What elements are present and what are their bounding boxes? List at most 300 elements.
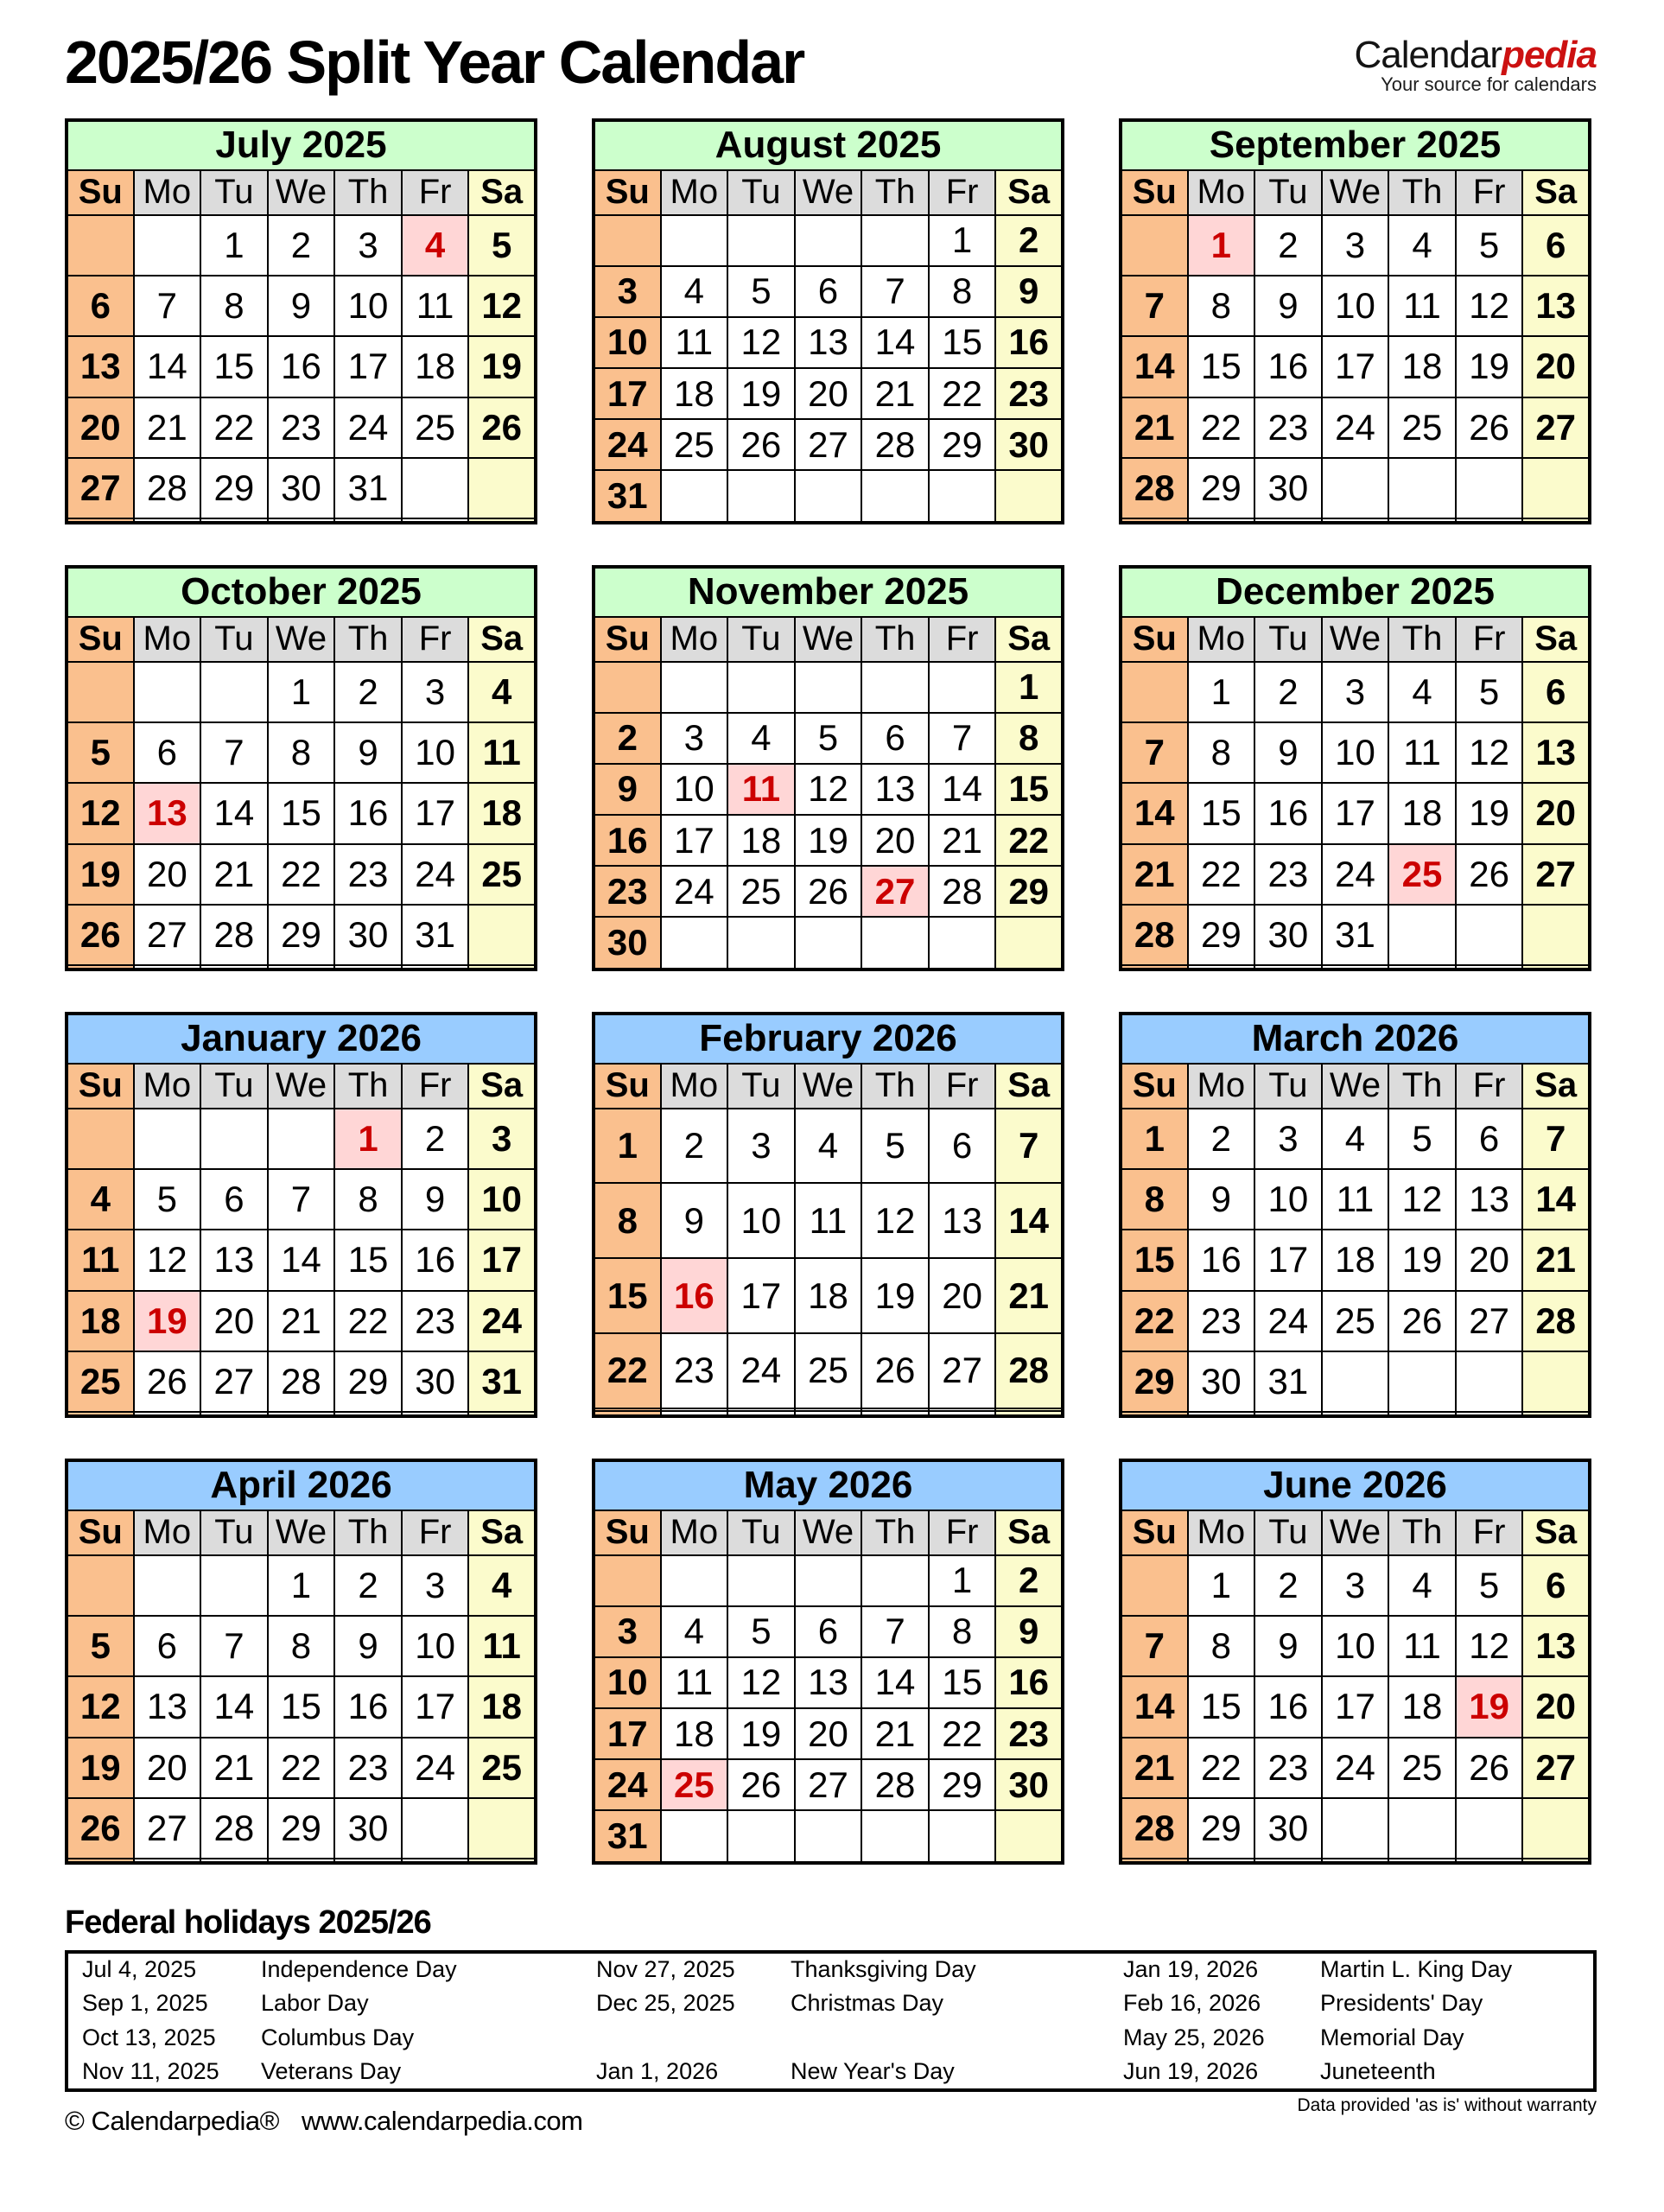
day-cell: 23 — [995, 1708, 1063, 1759]
empty-day-cell — [661, 215, 728, 266]
weekday-header-su: Su — [1121, 1510, 1188, 1555]
day-cell: 10 — [1254, 1169, 1322, 1230]
empty-day-cell — [1522, 1859, 1590, 1862]
empty-day-cell — [929, 470, 996, 522]
day-cell: 20 — [795, 368, 862, 419]
day-cell: 17 — [1322, 336, 1389, 397]
day-cell: 8 — [1188, 722, 1255, 783]
holiday-date: Dec 25, 2025 — [596, 1990, 735, 2017]
day-cell: 28 — [200, 1798, 268, 1859]
day-cell: 9 — [1188, 1169, 1255, 1230]
empty-day-cell — [594, 1411, 661, 1415]
day-cell: 20 — [67, 397, 134, 458]
day-cell: 21 — [861, 1708, 929, 1759]
calendarpedia-logo — [1355, 35, 1597, 96]
month-october-2025 — [65, 565, 537, 971]
day-cell: 1 — [334, 1109, 402, 1169]
empty-day-cell — [1388, 905, 1456, 965]
weekday-header-sa: Sa — [468, 1064, 536, 1109]
weekday-header-sa: Sa — [995, 1064, 1063, 1109]
day-cell: 9 — [661, 1183, 728, 1258]
weekday-header-sa: Sa — [1522, 1510, 1590, 1555]
day-cell: 13 — [929, 1183, 996, 1258]
holiday-name: Presidents' Day — [1320, 1990, 1483, 2017]
empty-day-cell — [1254, 1412, 1322, 1415]
day-cell: 21 — [200, 1738, 268, 1798]
day-cell: 10 — [1322, 276, 1389, 336]
empty-day-cell — [67, 1555, 134, 1616]
empty-day-cell — [594, 1555, 661, 1606]
holiday-row — [67, 2056, 1595, 2090]
empty-day-cell — [727, 662, 795, 713]
footer — [65, 2095, 1597, 2137]
day-cell: 16 — [1254, 336, 1322, 397]
empty-day-cell — [402, 458, 469, 518]
day-cell: 7 — [134, 276, 201, 336]
month-march-2026 — [1119, 1012, 1591, 1418]
footer-copyright-line — [65, 2106, 582, 2137]
day-cell: 6 — [861, 713, 929, 764]
day-cell: 23 — [268, 397, 335, 458]
day-cell: 26 — [468, 397, 536, 458]
day-cell: 4 — [67, 1169, 134, 1230]
weekday-header-su: Su — [67, 617, 134, 662]
day-cell: 23 — [334, 844, 402, 905]
empty-day-cell — [134, 518, 201, 522]
weekday-header-tu: Tu — [727, 1510, 795, 1555]
day-cell: 7 — [1121, 276, 1188, 336]
empty-day-cell — [861, 662, 929, 713]
weekday-header-we: We — [1322, 617, 1389, 662]
holiday-date: Nov 11, 2025 — [82, 2058, 219, 2085]
day-cell: 29 — [268, 1798, 335, 1859]
day-cell: 4 — [795, 1109, 862, 1184]
empty-day-cell — [995, 470, 1063, 522]
weekday-header-mo: Mo — [1188, 170, 1255, 215]
weekday-header-mo: Mo — [661, 1064, 728, 1109]
day-cell: 31 — [594, 470, 661, 522]
empty-day-cell — [1188, 1412, 1255, 1415]
empty-day-cell — [1522, 1412, 1590, 1415]
empty-day-cell — [334, 1859, 402, 1862]
day-cell: 12 — [861, 1183, 929, 1258]
empty-day-cell — [1456, 1859, 1523, 1862]
day-cell: 10 — [334, 276, 402, 336]
empty-day-cell — [1388, 1798, 1456, 1859]
weekday-header-th: Th — [1388, 170, 1456, 215]
day-cell: 24 — [402, 1738, 469, 1798]
empty-day-cell — [1456, 1798, 1523, 1859]
day-cell: 26 — [727, 419, 795, 470]
day-cell: 20 — [134, 844, 201, 905]
weekday-header-sa: Sa — [1522, 1064, 1590, 1109]
weekday-header-we: We — [795, 170, 862, 215]
day-cell: 27 — [200, 1351, 268, 1412]
day-cell: 25 — [661, 419, 728, 470]
day-cell: 12 — [1456, 1616, 1523, 1676]
empty-day-cell — [661, 470, 728, 522]
day-cell: 16 — [334, 783, 402, 843]
weekday-header-tu: Tu — [1254, 170, 1322, 215]
holiday-name: Independence Day — [261, 1956, 457, 1983]
day-cell: 10 — [727, 1183, 795, 1258]
day-cell: 28 — [1121, 1798, 1188, 1859]
day-cell: 30 — [268, 458, 335, 518]
day-cell: 7 — [929, 713, 996, 764]
day-cell: 3 — [1254, 1109, 1322, 1169]
day-cell: 8 — [1188, 1616, 1255, 1676]
day-cell: 30 — [594, 917, 661, 969]
month-title-may-2026: May 2026 — [594, 1460, 1063, 1510]
day-cell: 29 — [334, 1351, 402, 1412]
day-cell: 6 — [795, 1606, 862, 1657]
day-cell: 8 — [929, 266, 996, 317]
weekday-header-we: We — [1322, 170, 1389, 215]
weekday-header-fr: Fr — [929, 1064, 996, 1109]
day-cell: 24 — [594, 1759, 661, 1810]
day-cell: 3 — [402, 662, 469, 722]
day-cell: 22 — [594, 1333, 661, 1408]
month-title-october-2025: October 2025 — [67, 567, 536, 617]
holiday-date: Oct 13, 2025 — [82, 2024, 216, 2051]
day-cell: 13 — [795, 1657, 862, 1708]
month-april-2026 — [65, 1459, 537, 1865]
empty-day-cell — [468, 965, 536, 969]
day-cell: 5 — [67, 722, 134, 783]
day-cell: 22 — [929, 1708, 996, 1759]
empty-day-cell — [661, 1411, 728, 1415]
holiday-name: Martin L. King Day — [1320, 1956, 1513, 1983]
day-cell: 17 — [468, 1230, 536, 1290]
empty-day-cell — [929, 917, 996, 969]
day-cell: 23 — [594, 866, 661, 917]
day-cell: 2 — [1254, 215, 1322, 276]
weekday-header-we: We — [795, 1064, 862, 1109]
page-title: 2025/26 Split Year Calendar — [65, 29, 804, 96]
federal-holidays-section — [65, 1904, 1597, 2092]
weekday-header-fr: Fr — [929, 617, 996, 662]
day-cell: 20 — [861, 815, 929, 866]
day-cell: 6 — [134, 722, 201, 783]
empty-day-cell — [1322, 458, 1389, 518]
day-cell: 11 — [1388, 1616, 1456, 1676]
weekday-header-mo: Mo — [1188, 617, 1255, 662]
holiday-date: Jan 1, 2026 — [596, 2058, 719, 2085]
day-cell: 13 — [861, 764, 929, 815]
day-cell: 24 — [594, 419, 661, 470]
weekday-header-tu: Tu — [200, 617, 268, 662]
day-cell: 24 — [402, 844, 469, 905]
empty-day-cell — [468, 458, 536, 518]
empty-day-cell — [1322, 518, 1389, 522]
weekday-header-tu: Tu — [1254, 1064, 1322, 1109]
weekday-header-su: Su — [594, 1064, 661, 1109]
month-title-january-2026: January 2026 — [67, 1014, 536, 1064]
day-cell: 5 — [727, 266, 795, 317]
empty-day-cell — [268, 1109, 335, 1169]
month-title-november-2025: November 2025 — [594, 567, 1063, 617]
weekday-header-th: Th — [334, 1064, 402, 1109]
day-cell: 8 — [268, 1616, 335, 1676]
empty-day-cell — [1456, 965, 1523, 969]
day-cell: 15 — [929, 1657, 996, 1708]
weekday-header-we: We — [795, 617, 862, 662]
day-cell: 5 — [468, 215, 536, 276]
holiday-name: Memorial Day — [1320, 2024, 1464, 2051]
weekday-header-we: We — [268, 617, 335, 662]
empty-day-cell — [200, 1859, 268, 1862]
empty-day-cell — [995, 1411, 1063, 1415]
day-cell: 25 — [1388, 844, 1456, 905]
weekday-header-mo: Mo — [661, 617, 728, 662]
weekday-header-su: Su — [1121, 1064, 1188, 1109]
day-cell: 19 — [727, 1708, 795, 1759]
empty-day-cell — [1188, 1859, 1255, 1862]
day-cell: 27 — [134, 1798, 201, 1859]
day-cell: 5 — [1388, 1109, 1456, 1169]
weekday-header-su: Su — [1121, 170, 1188, 215]
day-cell: 7 — [200, 722, 268, 783]
empty-day-cell — [402, 1859, 469, 1862]
empty-day-cell — [861, 1810, 929, 1862]
day-cell: 12 — [727, 1657, 795, 1708]
day-cell: 8 — [929, 1606, 996, 1657]
day-cell: 9 — [268, 276, 335, 336]
day-cell: 25 — [795, 1333, 862, 1408]
day-cell: 5 — [67, 1616, 134, 1676]
empty-day-cell — [861, 1555, 929, 1606]
day-cell: 25 — [661, 1759, 728, 1810]
weekday-header-mo: Mo — [134, 1510, 201, 1555]
day-cell: 14 — [929, 764, 996, 815]
day-cell: 15 — [268, 783, 335, 843]
day-cell: 1 — [200, 215, 268, 276]
empty-day-cell — [134, 1109, 201, 1169]
empty-day-cell — [1388, 518, 1456, 522]
empty-day-cell — [268, 1859, 335, 1862]
day-cell: 28 — [861, 419, 929, 470]
holiday-row — [67, 1986, 1595, 2021]
month-title-august-2025: August 2025 — [594, 120, 1063, 170]
holiday-row — [67, 1952, 1595, 1986]
empty-day-cell — [995, 1810, 1063, 1862]
day-cell: 21 — [134, 397, 201, 458]
day-cell: 9 — [402, 1169, 469, 1230]
weekday-header-fr: Fr — [402, 170, 469, 215]
empty-day-cell — [795, 470, 862, 522]
day-cell: 7 — [1522, 1109, 1590, 1169]
month-title-september-2025: September 2025 — [1121, 120, 1590, 170]
day-cell: 30 — [402, 1351, 469, 1412]
day-cell: 9 — [1254, 276, 1322, 336]
empty-day-cell — [200, 662, 268, 722]
day-cell: 2 — [402, 1109, 469, 1169]
footer-disclaimer: Data provided 'as is' without warranty — [1297, 2094, 1597, 2115]
day-cell: 23 — [334, 1738, 402, 1798]
day-cell: 14 — [200, 783, 268, 843]
day-cell: 6 — [1456, 1109, 1523, 1169]
weekday-header-su: Su — [1121, 617, 1188, 662]
weekday-header-mo: Mo — [134, 170, 201, 215]
weekday-header-th: Th — [861, 170, 929, 215]
empty-day-cell — [1456, 518, 1523, 522]
day-cell: 22 — [200, 397, 268, 458]
day-cell: 5 — [134, 1169, 201, 1230]
weekday-header-we: We — [795, 1510, 862, 1555]
weekday-header-fr: Fr — [1456, 1064, 1523, 1109]
empty-day-cell — [334, 518, 402, 522]
day-cell: 29 — [1188, 905, 1255, 965]
empty-day-cell — [594, 662, 661, 713]
months-grid — [65, 118, 1597, 1865]
month-september-2025 — [1119, 118, 1591, 524]
day-cell: 27 — [1522, 844, 1590, 905]
day-cell: 3 — [661, 713, 728, 764]
day-cell: 20 — [134, 1738, 201, 1798]
weekday-header-su: Su — [67, 1510, 134, 1555]
month-january-2026 — [65, 1012, 537, 1418]
weekday-header-sa: Sa — [468, 617, 536, 662]
day-cell: 11 — [661, 1657, 728, 1708]
weekday-header-we: We — [268, 1510, 335, 1555]
day-cell: 17 — [1322, 783, 1389, 843]
empty-day-cell — [402, 518, 469, 522]
empty-day-cell — [468, 1798, 536, 1859]
day-cell: 1 — [1188, 215, 1255, 276]
day-cell: 11 — [402, 276, 469, 336]
day-cell: 20 — [1522, 1676, 1590, 1737]
day-cell: 24 — [727, 1333, 795, 1408]
day-cell: 25 — [727, 866, 795, 917]
day-cell: 16 — [995, 1657, 1063, 1708]
weekday-header-sa: Sa — [468, 170, 536, 215]
day-cell: 16 — [1188, 1230, 1255, 1290]
day-cell: 30 — [995, 419, 1063, 470]
day-cell: 9 — [334, 1616, 402, 1676]
empty-day-cell — [1322, 1859, 1389, 1862]
day-cell: 28 — [200, 905, 268, 965]
weekday-header-tu: Tu — [1254, 617, 1322, 662]
empty-day-cell — [861, 470, 929, 522]
day-cell: 29 — [1121, 1351, 1188, 1412]
logo-pedia-text: pedia — [1502, 34, 1597, 76]
day-cell: 11 — [67, 1230, 134, 1290]
empty-day-cell — [1121, 1555, 1188, 1616]
weekday-header-fr: Fr — [929, 170, 996, 215]
day-cell: 3 — [727, 1109, 795, 1184]
empty-day-cell — [200, 1555, 268, 1616]
empty-day-cell — [67, 662, 134, 722]
day-cell: 3 — [1322, 662, 1389, 722]
empty-day-cell — [334, 965, 402, 969]
day-cell: 19 — [795, 815, 862, 866]
weekday-header-tu: Tu — [1254, 1510, 1322, 1555]
day-cell: 5 — [1456, 662, 1523, 722]
day-cell: 4 — [1388, 662, 1456, 722]
day-cell: 4 — [1388, 215, 1456, 276]
day-cell: 18 — [1388, 1676, 1456, 1737]
empty-day-cell — [795, 215, 862, 266]
empty-day-cell — [795, 1411, 862, 1415]
weekday-header-we: We — [268, 1064, 335, 1109]
day-cell: 8 — [1188, 276, 1255, 336]
empty-day-cell — [594, 215, 661, 266]
day-cell: 11 — [468, 1616, 536, 1676]
day-cell: 23 — [402, 1291, 469, 1351]
day-cell: 12 — [1456, 276, 1523, 336]
day-cell: 31 — [594, 1810, 661, 1862]
day-cell: 17 — [727, 1258, 795, 1333]
day-cell: 15 — [1188, 336, 1255, 397]
day-cell: 13 — [200, 1230, 268, 1290]
day-cell: 26 — [1388, 1291, 1456, 1351]
empty-day-cell — [1456, 905, 1523, 965]
weekday-header-su: Su — [594, 170, 661, 215]
day-cell: 31 — [402, 905, 469, 965]
day-cell: 10 — [1322, 722, 1389, 783]
day-cell: 23 — [995, 368, 1063, 419]
day-cell: 24 — [1322, 1738, 1389, 1798]
day-cell: 6 — [1522, 1555, 1590, 1616]
day-cell: 5 — [861, 1109, 929, 1184]
day-cell: 13 — [1456, 1169, 1523, 1230]
day-cell: 2 — [661, 1109, 728, 1184]
day-cell: 19 — [861, 1258, 929, 1333]
holiday-name: Columbus Day — [261, 2024, 415, 2051]
weekday-header-fr: Fr — [402, 1510, 469, 1555]
day-cell: 27 — [929, 1333, 996, 1408]
day-cell: 16 — [402, 1230, 469, 1290]
day-cell: 14 — [1522, 1169, 1590, 1230]
day-cell: 8 — [200, 276, 268, 336]
empty-day-cell — [1322, 965, 1389, 969]
empty-day-cell — [134, 1859, 201, 1862]
day-cell: 13 — [67, 336, 134, 397]
weekday-header-sa: Sa — [468, 1510, 536, 1555]
day-cell: 21 — [268, 1291, 335, 1351]
day-cell: 7 — [1121, 1616, 1188, 1676]
empty-day-cell — [67, 215, 134, 276]
day-cell: 26 — [1456, 1738, 1523, 1798]
day-cell: 14 — [1121, 336, 1188, 397]
day-cell: 7 — [268, 1169, 335, 1230]
day-cell: 29 — [929, 1759, 996, 1810]
day-cell: 20 — [1456, 1230, 1523, 1290]
day-cell: 7 — [1121, 722, 1188, 783]
day-cell: 29 — [1188, 1798, 1255, 1859]
day-cell: 28 — [861, 1759, 929, 1810]
day-cell: 27 — [795, 419, 862, 470]
day-cell: 3 — [594, 1606, 661, 1657]
day-cell: 22 — [1121, 1291, 1188, 1351]
day-cell: 6 — [1522, 215, 1590, 276]
day-cell: 1 — [594, 1109, 661, 1184]
empty-day-cell — [861, 917, 929, 969]
day-cell: 11 — [1388, 276, 1456, 336]
empty-day-cell — [468, 905, 536, 965]
empty-day-cell — [1388, 1859, 1456, 1862]
day-cell: 6 — [200, 1169, 268, 1230]
day-cell: 14 — [861, 1657, 929, 1708]
holiday-date: Nov 27, 2025 — [596, 1956, 735, 1983]
empty-day-cell — [468, 1859, 536, 1862]
weekday-header-tu: Tu — [200, 1510, 268, 1555]
logo-calendar-text: Calendar — [1354, 34, 1502, 76]
day-cell: 30 — [1254, 458, 1322, 518]
day-cell: 4 — [661, 1606, 728, 1657]
weekday-header-sa: Sa — [995, 170, 1063, 215]
day-cell: 26 — [727, 1759, 795, 1810]
